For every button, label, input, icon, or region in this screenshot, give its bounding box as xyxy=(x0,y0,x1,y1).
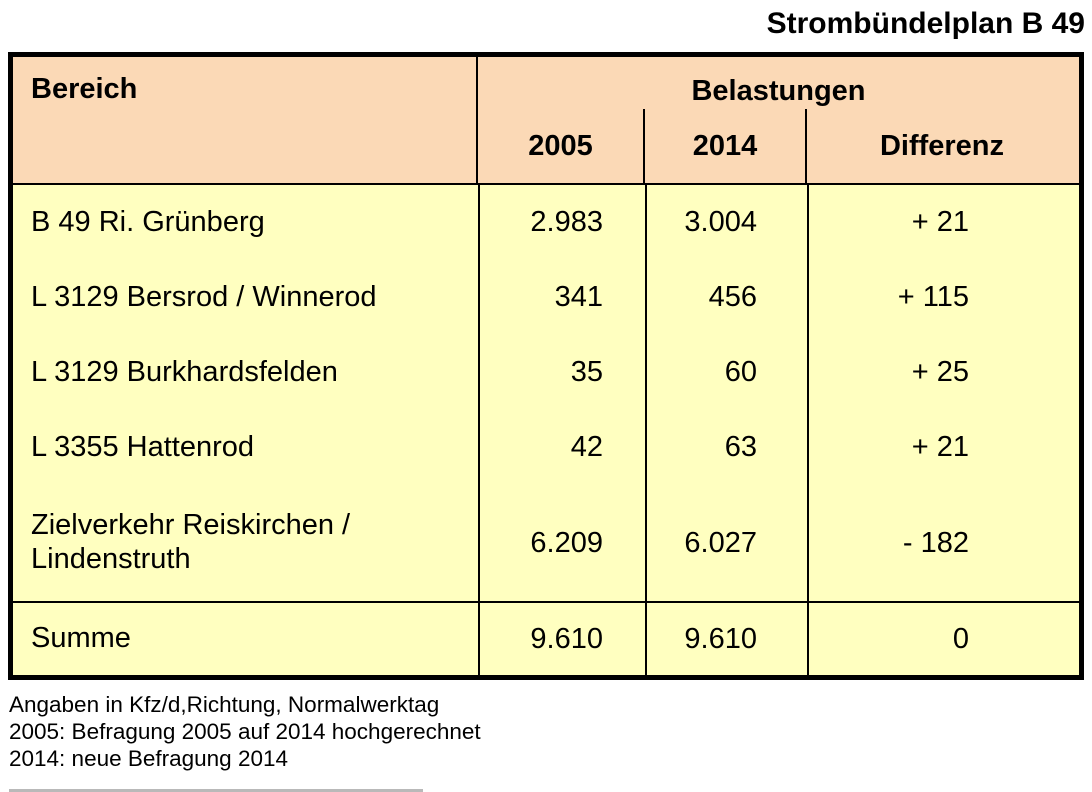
cell-2005: 35 xyxy=(478,335,645,410)
summe-label: Summe xyxy=(13,601,478,675)
cell-2005: 42 xyxy=(478,410,645,485)
table-header xyxy=(13,57,1079,185)
cell-differenz: + 25 xyxy=(807,335,1079,410)
cell-2005: 2.983 xyxy=(478,185,645,260)
cell-2014: 63 xyxy=(645,410,807,485)
data-table xyxy=(8,52,1084,680)
cell-bereich: Zielverkehr Reiskirchen / Lindenstruth xyxy=(31,509,351,575)
cell-2005: 6.209 xyxy=(478,485,645,601)
summe-2014: 9.610 xyxy=(645,601,807,675)
header-belastungen-group xyxy=(478,57,1079,183)
footnote-units: Angaben in Kfz/d,Richtung, Normalwerktag xyxy=(9,692,440,717)
cell-2014: 6.027 xyxy=(645,485,807,601)
footnote-2005: 2005: Befragung 2005 auf 2014 hochgerechnet xyxy=(9,719,481,744)
cell-2014: 456 xyxy=(645,260,807,335)
subheader-2005: 2005 xyxy=(528,129,593,162)
summe-2005: 9.610 xyxy=(478,601,645,675)
cell-bereich: B 49 Ri. Grünberg xyxy=(31,205,265,238)
cell-differenz: + 115 xyxy=(807,260,1079,335)
footnotes xyxy=(9,691,481,772)
footnote-2014: 2014: neue Befragung 2014 xyxy=(9,746,288,771)
table-body xyxy=(13,185,1079,675)
summe-differenz: 0 xyxy=(807,601,1079,675)
cell-2014: 60 xyxy=(645,335,807,410)
subheader-row xyxy=(478,109,1079,183)
cell-bereich: L 3355 Hattenrod xyxy=(31,430,255,463)
cell-differenz: + 21 xyxy=(807,185,1079,260)
cell-differenz: - 182 xyxy=(807,485,1079,601)
cell-2014: 3.004 xyxy=(645,185,807,260)
subheader-differenz: Differenz xyxy=(805,109,1077,183)
header-cell-bereich: Bereich xyxy=(13,57,478,183)
cell-2005: 341 xyxy=(478,260,645,335)
page-title: Strombündelplan B 49 xyxy=(766,7,1085,40)
cell-bereich: L 3129 Bersrod / Winnerod xyxy=(31,280,377,313)
cell-differenz: + 21 xyxy=(807,410,1079,485)
cell-bereich: L 3129 Burkhardsfelden xyxy=(31,355,338,388)
subheader-2014: 2014 xyxy=(643,109,805,183)
header-cell-belastungen: Belastungen xyxy=(691,75,866,107)
